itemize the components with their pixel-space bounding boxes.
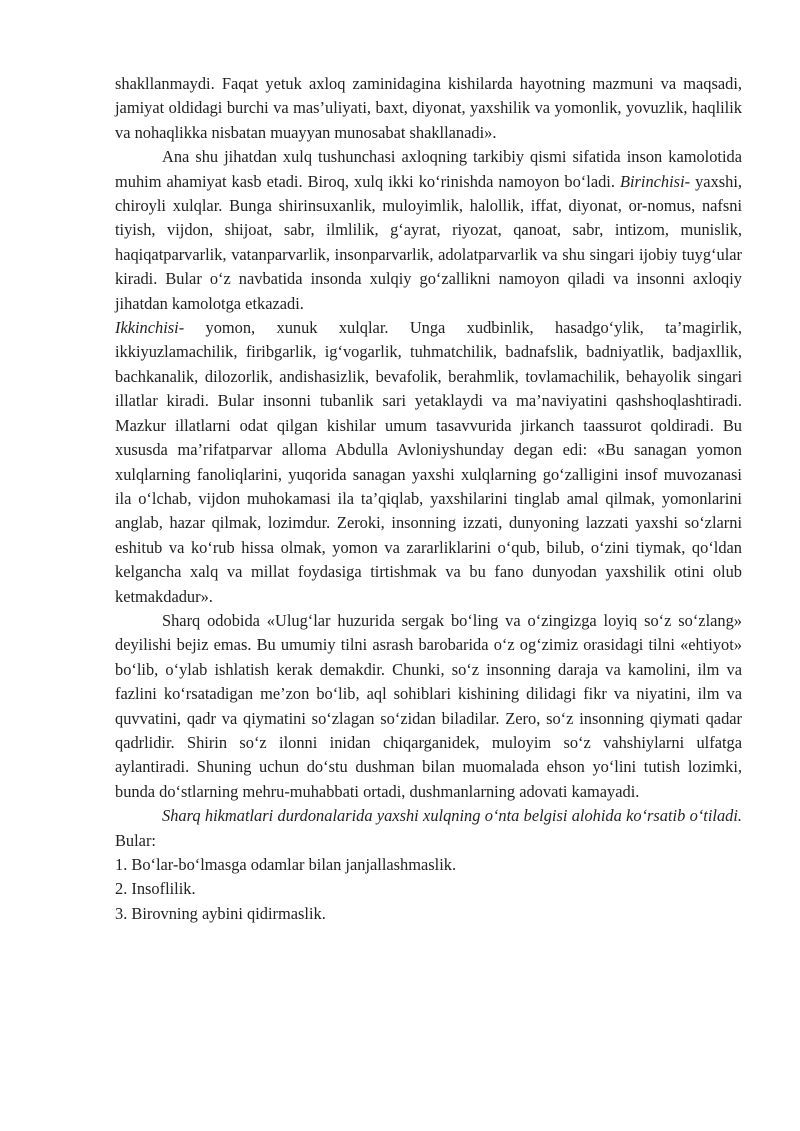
paragraph-5 [115,804,742,853]
paragraph-2-italic: Birinchisi [619,171,685,191]
paragraph-3-italic: Ikkinchisi [115,318,179,338]
list-item: 3. Birovning aybini qidirmaslik. [115,903,326,923]
paragraph-3 [115,316,742,609]
paragraph-2-rest: - yaxshi, chiroyli xulqlar. Bunga shirinsuxanlik, muloyimlik, halollik, iffat, diyonat, or-nomus, nafsni tiyish, vijdon, shijoat, sabr, ilmlilik, g‘ayrat, riyozat, qanoat, sabr, intizom, munislik, haqiqatparvarlik, vatanparvarlik, insonparvarlik, adolatparvarlik va shu singari ijobiy tuyg‘ular kiradi. Bular o‘z navbatida insonda xulqiy go‘zallikni namoyon qiladi va insonni axloqiy jihatdan kamolotga etkazadi. [115,171,742,313]
paragraph-5-rest: Bular: [115,830,156,850]
paragraph-2-text: Ana shu jihatdan xulq tushunchasi axloqning tarkibiy qismi sifatida inson kamolotida muhim ahamiyat kasb etadi. Biroq, xulq ikki ko‘rinishda namoyon bo‘ladi. [115,147,742,191]
paragraph-4: Sharq odobida «Ulug‘lar huzurida sergak bo‘ling va o‘zingizga loyiq so‘z so‘zlang» deyilishi bejiz emas. Bu umumiy tilni asrash barobarida o‘z og‘zimiz orasidagi tilni «ehtiyot» bo‘lib, o‘ylab ishlatish kerak demakdir. Chunki, so‘z insonning daraja va kamolini, ilm va fazlini ko‘rsatadigan me’zon bo‘lib, aql sohiblari kishining dilidagi fikr va niyatini, ilm va quvvatini, qadr va qiymatini so‘zlagan so‘zidan biladilar. Zero, so‘z insonning qiymati qadar qadrlidir. Shirin so‘z ilonni inidan chiqarganidek, muloyim so‘z vahshiylarni ulfatga aylantiradi. Shuning uchun do‘stu dushman bilan muomalada ehson yo‘lini tutish lozimki, bunda do‘stlarning mehru-muhabbati ortadi, dushmanlarning adovati kamayadi. [115,610,742,801]
list-item: 1. Bo‘lar-bo‘lmasga odamlar bilan janjallashmaslik. [115,855,457,874]
paragraph-2 [115,145,742,316]
list-item: 2. Insoflilik. [115,879,196,899]
paragraph-1: shakllanmaydi. Faqat yetuk axloq zaminidagina kishilarda hayotning mazmuni va maqsadi, jamiyat oldidagi burchi va mas’uliyati, baxt, diyonat, yaxshilik va yomonlik, yovuzlik, haqlilik va nohaqlikka nisbatan muayyan munosabat shakllanadi». [115,74,742,142]
paragraph-3-rest: - yomon, xunuk xulqlar. Unga xudbinlik, hasadgo‘ylik, ta’magirlik, ikkiyuzlamachilik, firibgarlik, ig‘vogarlik, tuhmatchilik, badnafslik, badniyatlik, badjaxllik, bachkanalik, dilozorlik, andishasizlik, bevafolik, berahmlik, tovlamachilik, behayolik singari illatlar kiradi. Bular insonni tubanlik sari yetaklaydi va ma’naviyatini qashshoqlashtiradi. Mazkur illatlarni odat qilgan kishilar umum tasavvurida jirkanch taassurot qoldiradi. Bu xususda ma’rifatparvar alloma Abdulla Avloniyshunday degan edi: «Bu sanagan yomon xulqlarning fanoliqlarini, yuqorida sanagan yaxshi xulqlarning go‘zalligini insof muvozanasi ila o‘lchab, vijdon muhokamasi ila ta’qiqlab, yaxshilarini tinglab amal qilmak, yomonlarini anglab, hazar qilmak, lozimdur. Zeroki, insonning izzati, dunyoning lazzati yaxshi so‘zlarni eshitub va ko‘rub hissa olmak, yomon va zararliklarini o‘qub, bilub, o‘zini tiymak, qo‘ldan kelgancha xalq va millat foydasiga tirtishmak va bu fano dunyodan yaxshilik otini olub ketmakdadur». [115,318,742,606]
paragraph-5-italic: Sharq hikmatlari durdonalarida yaxshi xulqning o‘nta belgisi alohida ko‘rsatib o‘tiladi. [162,806,742,826]
